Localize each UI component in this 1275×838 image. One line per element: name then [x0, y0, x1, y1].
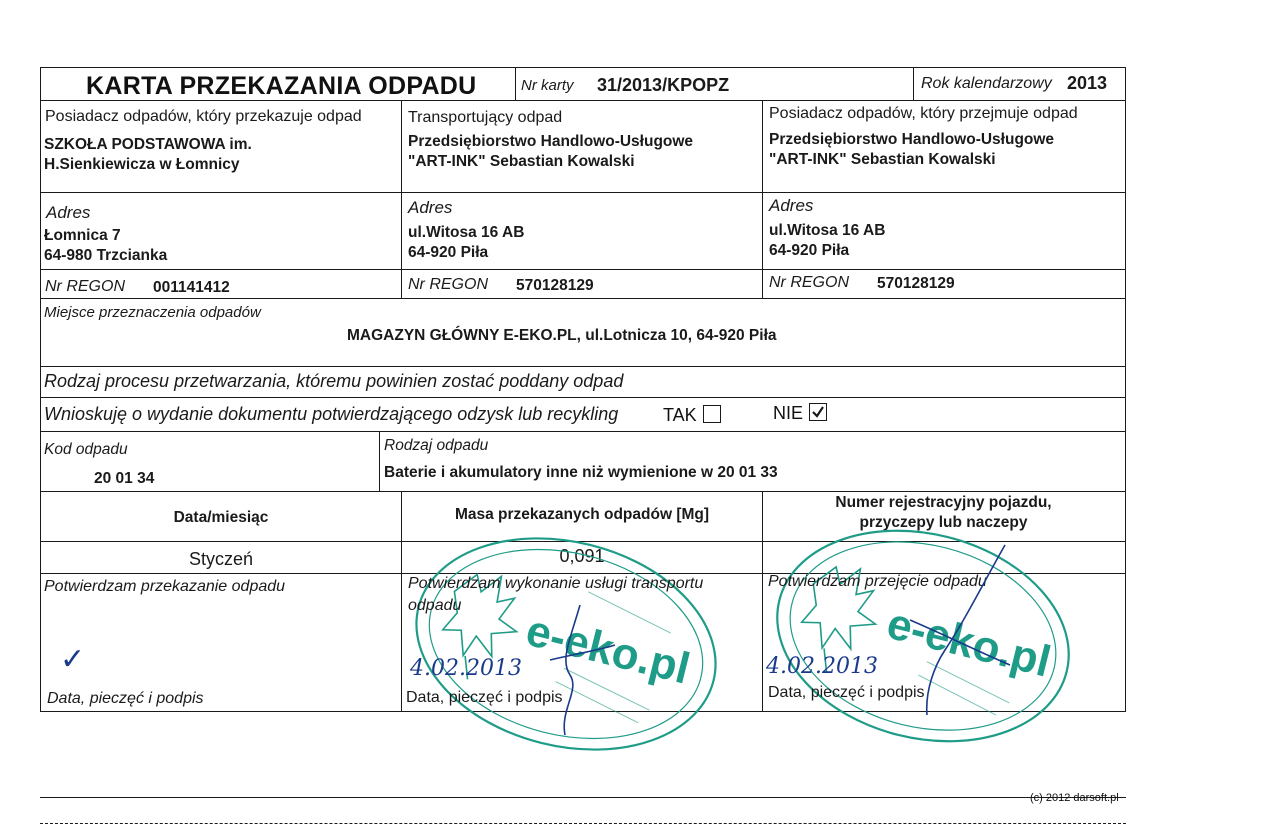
receiver-handwritten-date: 4.02.2013	[766, 654, 878, 679]
table-header-date: Data/miesiąc	[173, 509, 269, 526]
sender-regon: 001141412	[153, 279, 230, 296]
receiver-name-line2: "ART-INK" Sebastian Kowalski	[769, 151, 996, 168]
nie-checkbox[interactable]	[809, 403, 827, 421]
tak-checkbox[interactable]	[703, 405, 721, 423]
transporter-sign-label: Data, pieczęć i podpis	[406, 689, 563, 706]
destination-label: Miejsce przeznaczenia odpadów	[44, 304, 261, 321]
stamp-brand: e-eko.pl	[521, 605, 695, 694]
transporter-address-label: Adres	[408, 198, 453, 217]
frame-right	[1125, 67, 1126, 712]
checkmark-icon	[810, 404, 826, 420]
row-line	[40, 298, 1126, 299]
transporter-regon: 570128129	[516, 277, 594, 294]
sender-address-line1: Łomnica 7	[44, 227, 121, 244]
transporter-name-line2: "ART-INK" Sebastian Kowalski	[408, 153, 635, 170]
transporter-name-line1: Przedsiębiorstwo Handlowo-Usługowe	[408, 133, 694, 150]
tak-option[interactable]	[663, 405, 721, 426]
sender-sign-label: Data, pieczęć i podpis	[47, 690, 204, 707]
process-label: Rodzaj procesu przetwarzania, któremu powinien zostać poddany odpad	[44, 371, 624, 391]
col-line	[762, 100, 763, 299]
form-title: KARTA PRZEKAZANIA ODPADU	[86, 72, 477, 100]
transporter-confirmation-line1: Potwierdzam wykonanie usługi transportu	[408, 575, 704, 592]
receiver-address-line2: 64-920 Piła	[769, 242, 850, 259]
receiver-confirmation: Potwierdzam przejęcie odpadu	[768, 573, 987, 590]
nie-label: NIE	[773, 403, 804, 423]
waste-type-label: Rodzaj odpadu	[384, 437, 489, 454]
receiver-label: Posiadacz odpadów, który przejmuje odpad	[769, 105, 1078, 122]
footer-rule	[40, 797, 1126, 798]
transporter-regon-label: Nr REGON	[408, 276, 488, 293]
col-line	[401, 100, 402, 299]
nie-option[interactable]	[773, 403, 827, 424]
sender-regon-label: Nr REGON	[45, 278, 125, 295]
card-number: 31/2013/KPOPZ	[597, 75, 730, 95]
transporter-address-line2: 64-920 Piła	[408, 244, 489, 261]
table-cell-month: Styczeń	[188, 549, 254, 569]
year-label: Rok kalendarzowy	[921, 75, 1052, 92]
sender-name-line2: H.Sienkiewicza w Łomnicy	[44, 156, 240, 173]
row-line	[40, 192, 1126, 193]
sender-name-line1: SZKOŁA PODSTAWOWA im.	[44, 136, 252, 153]
sender-label: Posiadacz odpadów, który przekazuje odpad	[45, 108, 362, 125]
waste-code-label: Kod odpadu	[44, 441, 128, 458]
sender-handwritten-mark: ✓	[60, 642, 86, 677]
row-line	[40, 397, 1126, 398]
col-line	[515, 67, 516, 101]
waste-code: 20 01 34	[94, 470, 155, 487]
receiver-address-line1: ul.Witosa 16 AB	[769, 222, 886, 239]
row-line	[40, 269, 1126, 270]
sender-confirmation: Potwierdzam przekazanie odpadu	[44, 578, 286, 595]
year-value: 2013	[1067, 73, 1108, 93]
receiver-name-line1: Przedsiębiorstwo Handlowo-Usługowe	[769, 131, 1055, 148]
stamp-brand-receiver: e-eko.pl	[882, 598, 1056, 687]
table-header-vehicle-line1: Numer rejestracyjny pojazdu,	[835, 494, 1052, 511]
table-header-mass: Masa przekazanych odpadów [Mg]	[454, 506, 710, 523]
frame-top	[40, 67, 1126, 68]
receiver-sign-label: Data, pieczęć i podpis	[768, 684, 925, 701]
sender-address-line2: 64-980 Trzcianka	[44, 247, 168, 264]
receiver-regon-label: Nr REGON	[769, 274, 849, 291]
transporter-handwritten-date: 4.02.2013	[410, 656, 522, 681]
card-number-label: Nr karty	[521, 77, 574, 94]
transporter-confirmation-line2: odpadu	[408, 597, 462, 614]
cut-line	[40, 823, 1126, 824]
waste-type: Baterie i akumulatory inne niż wymienione w 20 01 33	[384, 464, 778, 481]
transporter-address-line1: ul.Witosa 16 AB	[408, 224, 525, 241]
request-label: Wnioskuję o wydanie dokumentu potwierdzającego odzysk lub recykling	[44, 404, 619, 424]
tak-label: TAK	[663, 405, 697, 425]
transporter-label: Transportujący odpad	[408, 109, 563, 126]
col-line	[913, 67, 914, 101]
footer-copyright: (c) 2012 darsoft.pl	[1030, 792, 1119, 804]
destination-value: MAGAZYN GŁÓWNY E-EKO.PL, ul.Lotnicza 10, 64-920 Piła	[347, 327, 777, 344]
col-line	[379, 431, 380, 492]
frame-left	[40, 67, 41, 712]
receiver-address-label: Adres	[769, 196, 814, 215]
table-cell-mass: 0,091	[559, 546, 605, 566]
sender-address-label: Adres	[46, 203, 91, 222]
receiver-regon: 570128129	[877, 275, 955, 292]
transporter-signature	[540, 600, 620, 740]
table-header-vehicle-line2: przyczepy lub naczepy	[859, 514, 1028, 531]
row-line	[40, 366, 1126, 367]
row-line	[40, 431, 1126, 432]
row-line	[40, 491, 1126, 492]
